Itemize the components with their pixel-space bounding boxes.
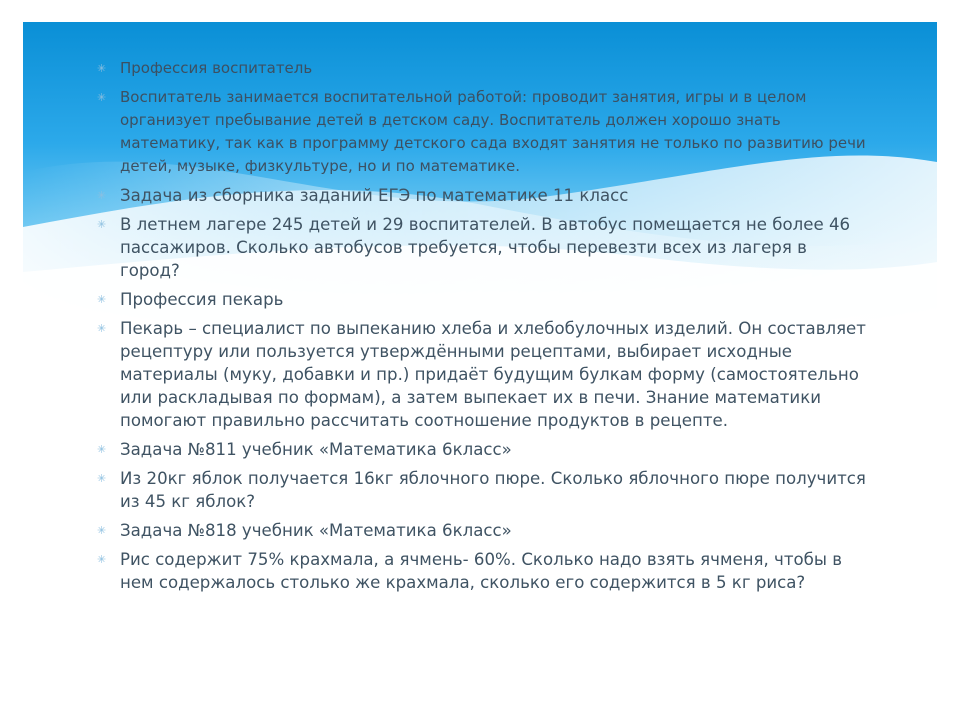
list-item-text: Пекарь – специалист по выпеканию хлеба и хлебобулочных изделий. Он составляет рецептуру или пользуется утверждёнными рецептами, выбирает исходные материалы (муку, добавки и пр.) придаёт будущим булкам форму (самостоятельно или раскладывая по формам), а затем выпекает их в печи. Знание математики помогают правильно рассчитать соотношение продуктов в рецепте. xyxy=(120,319,866,430)
asterisk-bullet-icon: ✳ xyxy=(97,524,107,537)
list-item-text: В летнем лагере 245 детей и 29 воспитателей. В автобус помещается не более 46 пассажиров. Сколько автобусов требуется, чтобы перевезти всех из лагеря в город? xyxy=(120,215,851,280)
list-item xyxy=(97,519,867,542)
asterisk-bullet-icon: ✳ xyxy=(97,189,107,202)
list-item-text: Профессия пекарь xyxy=(120,290,284,309)
asterisk-bullet-icon: ✳ xyxy=(97,443,107,456)
asterisk-bullet-icon: ✳ xyxy=(97,472,107,485)
bullet-list xyxy=(97,57,867,600)
list-item xyxy=(97,184,867,207)
list-item-text: Воспитатель занимается воспитательной работой: проводит занятия, игры и в целом организует пребывание детей в детском саду. Воспитатель должен хорошо знать математику, так как в программу детского сада входят занятия не только по развитию речи детей, музыке, физкультуре, но и по математике. xyxy=(120,88,866,175)
list-item-text: Профессия воспитатель xyxy=(120,59,313,77)
list-item xyxy=(97,213,867,282)
list-item xyxy=(97,57,867,80)
asterisk-bullet-icon: ✳ xyxy=(97,322,107,335)
list-item-text: Из 20кг яблок получается 16кг яблочного пюре. Сколько яблочного пюре получится из 45 кг яблок? xyxy=(120,469,866,511)
list-item xyxy=(97,288,867,311)
asterisk-bullet-icon: ✳ xyxy=(97,293,107,306)
list-item-text: Рис содержит 75% крахмала, а ячмень- 60%. Сколько надо взять ячменя, чтобы в нем содержалось столько же крахмала, сколько его содержится в 5 кг риса? xyxy=(120,550,843,592)
asterisk-bullet-icon: ✳ xyxy=(97,91,107,104)
asterisk-bullet-icon: ✳ xyxy=(97,218,107,231)
list-item xyxy=(97,467,867,513)
asterisk-bullet-icon: ✳ xyxy=(97,553,107,566)
list-item xyxy=(97,317,867,432)
list-item xyxy=(97,86,867,178)
list-item-text: Задача №818 учебник «Математика 6класс» xyxy=(120,521,512,540)
list-item-text: Задача №811 учебник «Математика 6класс» xyxy=(120,440,512,459)
list-item xyxy=(97,548,867,594)
list-item xyxy=(97,438,867,461)
asterisk-bullet-icon: ✳ xyxy=(97,62,107,75)
list-item-text: Задача из сборника заданий ЕГЭ по математике 11 класс xyxy=(120,186,629,205)
